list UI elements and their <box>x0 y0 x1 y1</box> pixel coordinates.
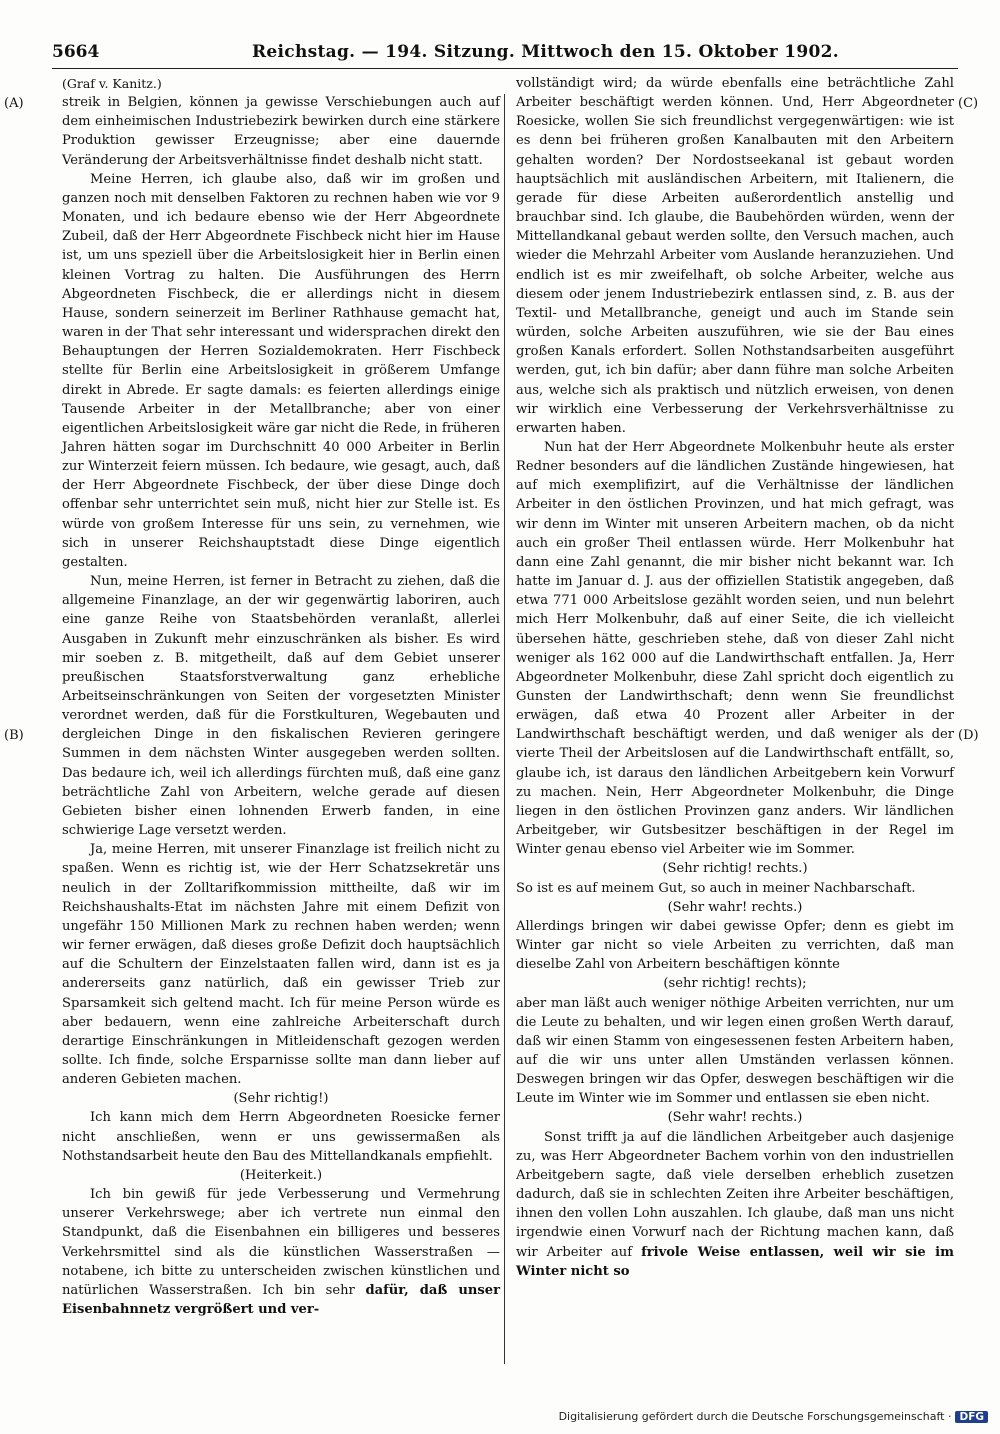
paragraph: vollständigt wird; da würde ebenfalls eine beträchtliche Zahl Arbeiter beschäftigt werden können. Und, Herr Abgeordneter Roesicke, wollen Sie sich freundlichst vergegenwärtigen: wie ist es denn bei früheren großen Kanalbauten mit den Arbeitern gehalten worden? Der Nordostseekanal ist gebaut worden hauptsächlich mit ausländischen Arbeitern, mit Italienern, die gerade für diese Arbeiten außerordentlich anstellig und brauchbar sind. Ich glaube, die Baubehörden würden, wenn der Mittellandkanal gebaut werden sollte, den Versuch machen, auch wieder die Mehrzahl Arbeiter vom Auslande heranzuziehen. Und endlich ist es mir zweifelhaft, ob solche Arbeiter, welche aus diesem oder jenem Industriebezirk entlassen sind, z. B. aus der Textil- und Metallbranche, geneigt und auch im Stande sein würden, solche Arbeiten auszuführen, wie sie der Bau eines großen Kanals erfordert. Sollen Nothstandsarbeiten ausgeführt werden, gut, ich bin dafür; aber dann führe man solche Arbeiten aus, welche sich als praktisch und nützlich erweisen, von denen wir wirklich eine Verbesserung der Verkehrsverhältnisse zu erwarten haben. <box>516 76 954 436</box>
paragraph: Meine Herren, ich glaube also, daß wir im großen und ganzen noch mit denselben Faktoren zu rechnen haben wie vor 9 Monaten, und ich bedaure ebenso wie der Herr Abgeordnete Zubeil, daß der Herr Abgeordnete Fischbeck nicht hier im Hause ist, um uns speziell über die Arbeitslosigkeit hier in Berlin einen kleinen Vortrag zu halten. Die Ausführungen des Herrn Abgeordneten Fischbeck, die er allerdings nicht in diesem Hause, sondern seinerzeit im Berliner Rathhause gemacht hat, waren in der That sehr interessant und widersprachen direkt den Behauptungen der Herren Sozialdemokraten. Herr Fischbeck stellte für Berlin eine Arbeitslosigkeit in größerem Umfange direkt in Abrede. Er sagte damals: es feierten allerdings einige Tausende Arbeiter in der Metallbranche; aber von einer eigentlichen Arbeitslosigkeit wäre gar nicht die Rede, in früheren Jahren hätten sogar im Durchschnitt 40 000 Arbeiter in Berlin zur Winterzeit feiern müssen. Ich bedaure, wie gesagt, auch, daß der Herr Abgeordnete Fischbeck, der über diese Dinge doch offenbar sehr unterrichtet sein muß, nicht hier zur Stelle ist. Es würde von großem Interesse für uns sein, zu vernehmen, wie sich in unserer Reichshauptstadt diese Dinge eigentlich gestalten. <box>62 171 501 570</box>
paragraph: Ja, meine Herren, mit unserer Finanzlage ist freilich nicht zu spaßen. Wenn es richtig ist, wie der Herr Schatzsekretär uns neulich in der Zolltarifkommission mittheilte, daß wir im Reichshaushalts-Etat im nächsten Jahre mit einem Defizit von ungefähr 150 Millionen Mark zu rechnen haben werden; wenn wir ferner erwägen, daß dieses große Defizit doch hauptsächlich auf die Schultern der Einzelstaaten fallen wird, dann ist es ja andererseits ganz natürlich, daß ein gewisser Trieb zur Sparsamkeit sich geltend macht. Ich für meine Person würde es aber bedauern, wenn eine zahlreiche Arbeiterschaft durch derartige Einschränkungen in Mitleidenschaft gezogen werden sollte. Ich finde, solche Ersparnisse sollte man dann lieber auf anderen Gebieten machen. <box>62 842 500 1088</box>
paragraph <box>516 1128 954 1281</box>
interjection: (Sehr wahr! rechts.) <box>667 1110 803 1126</box>
document-page <box>4 38 979 1378</box>
paragraph <box>62 1185 500 1319</box>
margin-marker-d: (D) <box>958 728 979 743</box>
paragraph: So ist es auf meinem Gut, so auch in meiner Nachbarschaft. <box>516 880 916 896</box>
paragraph: aber man läßt auch weniger nöthige Arbeiten verrichten, nur um die Leute zu behalten, und wir legen einen großen Werth darauf, daß wir einen Stamm von eingesessenen festen Arbeitern haben, auf die wir uns unter allen Umständen verlassen können. Deswegen bringen wir das Opfer, deswegen beschäftigen wir die Leute im Winter wie im Sommer und entlassen sie eben nicht. <box>516 995 954 1107</box>
paragraph-bold-text: dafür, daß unser Eisenbahnnetz vergrößert und ver- <box>62 1282 500 1317</box>
page-header <box>52 38 958 66</box>
page-number: 5664 <box>52 42 100 62</box>
paragraph: Nun hat der Herr Abgeordnete Molkenbuhr heute als erster Redner besonders auf die ländlichen Zustände hingewiesen, hat auf mich exemplifizirt, auf die Verhältnisse der ländlichen Arbeiter in den östlichen Provinzen, und hat mich gefragt, was wir denn im Winter mit unseren Arbeitern machen, ob da nicht auch ein großer Theil entlassen würde. Herr Molkenbuhr hat dann eine Zahl genannt, die mir bisher nicht bekannt war. Ich hatte im Januar d. J. aus der offiziellen Statistik angegeben, daß etwa 771 000 Arbeitslose gezählt worden seien, und nun belehrt mich Herr Molkenbuhr, daß auf einer Seite, die ich vielleicht übersehen hätte, geschrieben stehe, daß von dieser Zahl nicht weniger als 162 000 auf die Landwirthschaft entfallen. Ja, Herr Abgeordneter Molkenbuhr, diese Zahl spricht doch eigentlich zu Gunsten der Landwirthschaft; denn wenn Sie freundlichst erwägen, daß etwa 40 Prozent aller Arbeiter in der Landwirthschaft beschäftigt werden, und daß weniger als der vierte Theil der Arbeitslosen auf die Landwirthschaft entfällt, so, glaube ich, ist daraus den ländlichen Arbeitgebern kein Vorwurf zu machen. Nein, Herr Abgeordneter Molkenbuhr, die Dinge liegen in den östlichen Provinzen ganz anders. Wir ländlichen Arbeitgeber, wir Gutsbesitzer beschäftigen in der Regel im Winter genau ebenso viel Arbeiter wie im Sommer. <box>516 439 954 858</box>
digitization-footer <box>559 1410 988 1428</box>
interjection: (Sehr wahr! rechts.) <box>667 899 803 915</box>
margin-marker-c: (C) <box>958 96 979 111</box>
paragraph: streik in Belgien, können ja gewisse Verschiebungen auch auf dem einheimischen Industriebezirk bewirken durch eine stärkere Produktion gewisser Erzeugnisse; aber eine dauernde Veränderung der Arbeitsverhältnisse findet deshalb nicht statt. <box>62 95 500 168</box>
dfg-logo: DFG <box>955 1411 988 1423</box>
margin-marker-b: (B) <box>4 728 24 743</box>
paragraph-text: Sonst trifft ja auf die ländlichen Arbeitgeber auch dasjenige zu, was Herr Abgeordneter Bachem vorhin von den industriellen Arbeitgebern sagte, daß viele derselben erheblich zusetzen dadurch, daß sie in schlechten Zeiten ihre Arbeiter beschäftigen, ihnen den vollen Lohn auszahlen. Ich glaube, daß man uns nicht irgendwie einen Vorwurf nach der Richtung machen kann, daß wir Arbeiter auf <box>516 1129 954 1260</box>
interjection: (Heiterkeit.) <box>239 1167 323 1183</box>
interjection: (Sehr richtig! rechts.) <box>662 861 808 877</box>
right-column <box>516 74 954 1281</box>
paragraph: Ich kann mich dem Herrn Abgeordneten Roesicke ferner nicht anschließen, wenn er uns gewissermaßen als Nothstandsarbeit heute den Bau des Mittellandkanals empfiehlt. <box>62 1110 500 1164</box>
margin-marker-a: (A) <box>4 96 24 111</box>
column-divider <box>504 94 505 1364</box>
interjection: (sehr richtig! rechts); <box>663 976 807 992</box>
footer-text: Digitalisierung gefördert durch die Deutsche Forschungsgemeinschaft · <box>558 1410 952 1423</box>
paragraph: Allerdings bringen wir dabei gewisse Opfer; denn es giebt im Winter gar nicht so viele Arbeiten zu verrichten, daß man dieselbe Zahl von Arbeitern beschäftigen könnte <box>516 918 954 973</box>
paragraph-text: Ich bin gewiß für jede Verbesserung und Vermehrung unserer Verkehrswege; aber ich vertrete nun einmal den Standpunkt, daß die Eisenbahnen ein billigeres und besseres Verkehrsmittel sind als die künstlichen Wasserstraßen — notabene, ich bitte zu unterscheiden zwischen künstlichen und natürlichen Wasserstraßen. Ich bin sehr <box>62 1187 500 1298</box>
left-column <box>62 74 500 1319</box>
paragraph-bold-text: frivole Weise entlassen, weil wir sie im Winter nicht so <box>516 1244 954 1279</box>
paragraph: Nun, meine Herren, ist ferner in Betracht zu ziehen, daß die allgemeine Finanzlage, an der wir gegenwärtig laboriren, auch eine ganze Reihe von Staatsbehörden veranlaßt, allerlei Ausgaben in Zukunft mehr einzuschränken als bisher. Es wird mir soeben z. B. mitgetheilt, daß auf dem Gebiet unserer preußischen Staatsforstverwaltung ganz erhebliche Arbeitseinschränkungen von Seiten der vorgesetzten Minister verordnet werden, daß für die Forstkulturen, Wegebauten und dergleichen Dinge in den fiskalischen Revieren geringere Summen in dem nächsten Winter ausgegeben werden sollten. Das bedaure ich, weil ich allerdings fürchten muß, daß eine ganz beträchtliche Zahl von Arbeitern, welche gerade auf diesen Gebieten bisher einen lohnenden Erwerb fanden, in eine schwierige Lage versetzt werden. <box>62 574 500 839</box>
page-title: Reichstag. — 194. Sitzung. Mittwoch den 15. Oktober 1902. <box>252 42 839 62</box>
header-rule <box>52 68 958 69</box>
speaker-label: (Graf v. Kanitz.) <box>62 76 162 91</box>
interjection: (Sehr richtig!) <box>233 1091 329 1107</box>
